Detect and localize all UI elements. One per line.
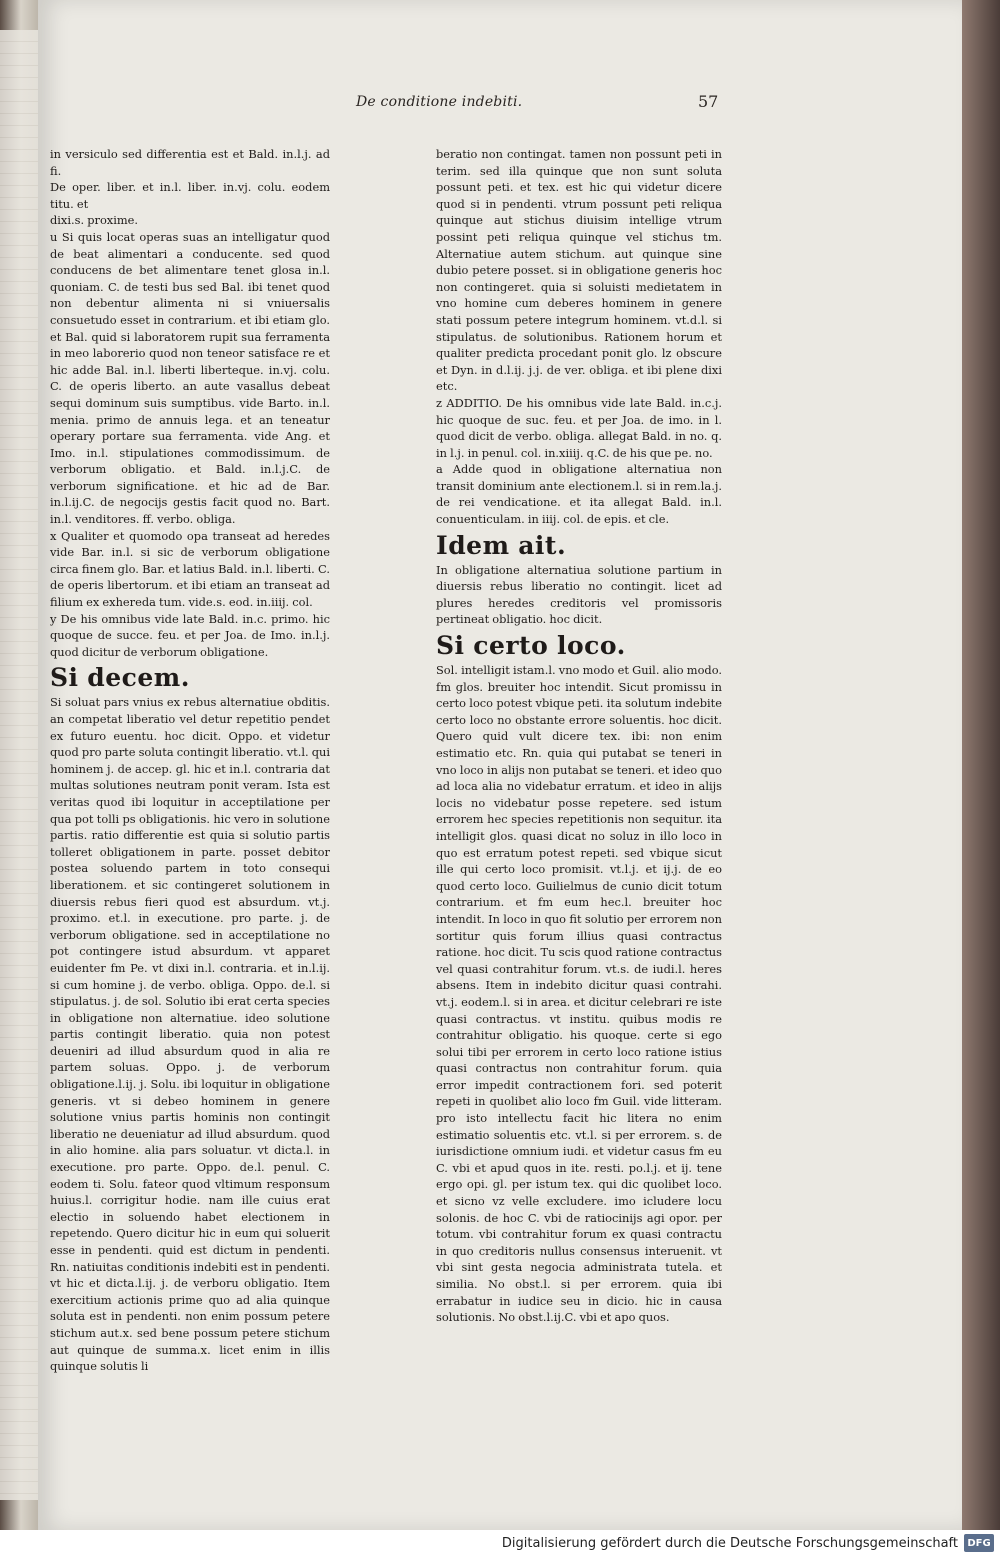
- lemma-heading: Idem ait.: [436, 530, 567, 560]
- annotation-paragraph: y De his omnibus vide late Bald. in.c. primo. hic quoque de succe. feu. et per Joa. de Imo. in.l.j. quod dicitur de verborum obligatione.: [50, 611, 330, 659]
- commentary-paragraph: Si soluat pars vnius ex rebus alternatiue obditis. an competat liberatio vel detur repetitio pendet ex futuro euentu. hoc dicit. Oppo. et videtur quod pro parte soluta contingit liberatio. vt.l. qui hominem j. de accep. gl. hic et in.l. contraria dat multas solutiones neutram ponit veram. Ista est veritas quod ibi loquitur in acceptilatione per qua pot tolli ps obligationis. hic vero in solutione partis. ratio differentie est quia si solutio partis tolleret obligationem in parte. posset debitor postea soluendo partem in toto consequi liberationem. et sic contingeret solutionem in diuersis rebus fieri quod est absurdum. vt.j. proximo. et.l. in executione. pro parte. j. de verborum obligatione. sed in acceptilatione no pot contingere istud absurdum. vt apparet euidenter fm Pe. vt dixi in.l. contraria. et in.l.ij. si cum homine j. de verbo. obliga. Oppo. de.l. si stipulatus. j. de sol. Solutio ibi erat certa species in obligatione non alternatiue. ideo solutione partis contingit liberatio. quia non potest deueniri ad illud absurdum quod in alia re partem soluas. Oppo. j. de verborum obligatione.l.ij. j. Solu. ibi loquitur in obligatione generis. vt si debeo hominem in genere solutione vnius partis hominis non contingit liberatio ne deueniatur ad illud absurdum. quod in alio homine. alia pars soluatur. vt dicta.l. in executione. pro parte. Oppo. de.l. penul. C. eodem ti. Solu. fateor quod vltimum responsum huius.l. corrigitur hodie. nam ille cuius erat electio in soluendo habet electionem in repetendo. Quero dicitur hic in eum qui soluerit esse in pendenti. quid est dictum in pendenti. Rn. natiuitas conditionis indebiti est in pendenti. vt hic et dicta.l.ij. j. de verboru obligatio. Item exercitium actionis prime quo ad alia quinque soluta est in pendenti. non enim possum petere stichum aut.x. sed bene possum petere stichum aut quinque de summa.x. licet enim in illis quinque solutis li: [50, 695, 330, 1374]
- annotation-paragraph: z ADDITIO. De his omnibus vide late Bald. in.c.j. hic quoque de suc. feu. et per Joa. de imo. in l. quod dicit de verbo. obliga. allegat Bald. in no. q. in l.j. in penul. col. in.xiiij. q.C. de his que pe. no.: [436, 395, 722, 460]
- commentary-paragraph: Sol. intelligit istam.l. vno modo et Guil. alio modo. fm glos. breuiter hoc intendit. Sicut promissu in certo loco potest vbique peti. ita solutum indebite certo loco no obstante errore soluentis. hoc dicit. Quero quid vult dicere tex. ibi: non enim estimatio etc. Rn. quia qui putabat se teneri in vno loco in alijs non putabat se teneri. et ideo quo ad loca alia no videbatur erratum. et ideo in alijs locis no videbatur posse repetere. sed istum errorem hec species repetitionis non sequitur. ita intelligit glos. quasi dicat no soluz in illo loco in quo est erratum potest repeti. sed vbique sicut ille qui certo loco promisit. vt.l.j. et ij.j. de eo quod certo loco. Guilielmus de cunio dicit totum contrarium. et fm eum hec.l. breuiter hoc intendit. In loco in quo fit solutio per errorem non sortitur quis forum illius quasi contractus ratione. hoc dicit. Tu scis quod ratione contractus vel quasi contrahitur forum. vt.s. de iudi.l. heres absens. Item in indebito dicitur quasi contrahi. vt.j. eodem.l. si in area. et dicitur celebrari re iste quasi contractus. vt institu. quibus modis re contrahitur obligatio. his quoque. certe si ego solui tibi per errorem in certo loco ratione istius quasi contractus non contrahitur forum. quia error impedit contractionem fori. sed poterit repeti in quolibet alio loco fm Guil. vide litteram. pro isto intellectu facit hic litera no enim estimatio soluentis etc. vt.l. si per errorem. s. de iurisdictione omnium iudi. et videtur casus fm eu C. vbi et apud quos in ite. resti. po.l.j. et ij. tene ergo opi. gl. per istum tex. qui dic quolibet loco. et sicno vz velle excludere. imo icludere locu solonis. de hoc C. vbi de ratiocinijs agi opor. per totum. vbi contrahitur forum ex quasi contractu in quo creditoris nullus consensus interuenit. vt vbi sint gesta negocia administrata tutela. et similia. No obst.l. si per errorem. quia ibi errabatur in iudice seu in dicio. hic in causa solutionis. No obst.l.ij.C. vbi et apo quos.: [436, 663, 722, 1325]
- commentary-paragraph: In obligatione alternatiua solutione partium in diuersis rebus liberatio no contingit. licet ad plures heredes creditoris vel promissoris pertineat obligatio. hoc dicit.: [436, 562, 722, 627]
- left-page-edge: [0, 30, 42, 1500]
- footer-bar: [0, 1530, 1000, 1556]
- annotation-paragraph: u Si quis locat operas suas an intelligatur quod de beat alimentari a conducente. sed quod conducens de bet alimentare tenet glosa in.l. quoniam. C. de testi bus sed Bal. ibi tenet quod non debentur alimenta ni si vniuersalis consuetudo esset in contrarium. et ibi etiam glo. et Bal. quid si laboratorem rupit sua ferramenta in meo laborerio quod non teneor satisface re et hic adde Bal. in.l. liberti liberteque. in.vj. colu. C. de operis liberto. an aute vasallus debeat sequi dominum suis sumptibus. vide Barto. in.l. menia. primo de annuis lega. et an teneatur operary portare sua ferramenta. vide Ang. et Imo. in.l. stipulationes commodissimum. de verborum obligatio. et Bald. in.l.j.C. de verborum significatione. et hic ad de Bar. in.l.ij.C. de negocijs gestis facit quod no. Bart. in.l. venditores. ff. verbo. obliga.: [50, 229, 330, 527]
- lemma-heading: Si decem.: [50, 663, 190, 693]
- lemma-heading: Si certo loco.: [436, 631, 626, 661]
- folio-number: 57: [698, 92, 719, 111]
- text-line: De oper. liber. et in.l. liber. in.vj. colu. eodem titu. et: [50, 180, 330, 211]
- footer-credit: Digitalisierung gefördert durch die Deutsche Forschungsgemeinschaft: [501, 1535, 958, 1551]
- text-line: dixi.s. proxime.: [50, 213, 139, 228]
- right-text-column: [436, 146, 722, 1326]
- running-head: De conditione indebiti.: [356, 94, 523, 110]
- annotation-paragraph: x Qualiter et quomodo opa transeat ad heredes vide Bar. in.l. si sic de verborum obligatione circa finem glo. Bar. et latius Bald. in.l. liberti. C. de operis libertorum. et ibi etiam an transeat ad filium ex exhereda tum. vide.s. eod. in.iiij. col.: [50, 528, 330, 610]
- commentary-paragraph: beratio non contingat. tamen non possunt peti in terim. sed illa quinque que non sunt soluta possunt peti. et tex. est hic qui videtur dicere quod si in pendenti. vtrum possunt peti reliqua quinque aut stichus diuisim intellige vtrum possint peti reliqua quinque vel stichus tm. Alternatiue autem stichum. aut quinque sine dubio petere posset. si in obligatione generis hoc non contingeret. quia si soluisti medietatem in vno homine cum deberes hominem in genere stati possum petere integrum hominem. vt.d.l. si stipulatus. de solutionibus. Rationem horum et qualiter predicta procedant ponit glo. lz obscure et Dyn. in d.l.ij. j.j. de ver. obliga. et ibi plene dixi etc.: [436, 147, 722, 394]
- left-text-column: [50, 146, 330, 1375]
- text-line: in versiculo sed differentia est et Bald. in.l.j. ad fi.: [50, 147, 330, 178]
- dfg-logo: DFG: [964, 1534, 994, 1552]
- book-cover-edge: [962, 0, 1000, 1530]
- annotation-paragraph: a Adde quod in obligatione alternatiua non transit dominium ante electionem.l. si in rem.la.j. de rei vendicatione. et ita allegat Bald. in.l. conuenticulam. in iiij. col. de epis. et cle.: [436, 462, 722, 527]
